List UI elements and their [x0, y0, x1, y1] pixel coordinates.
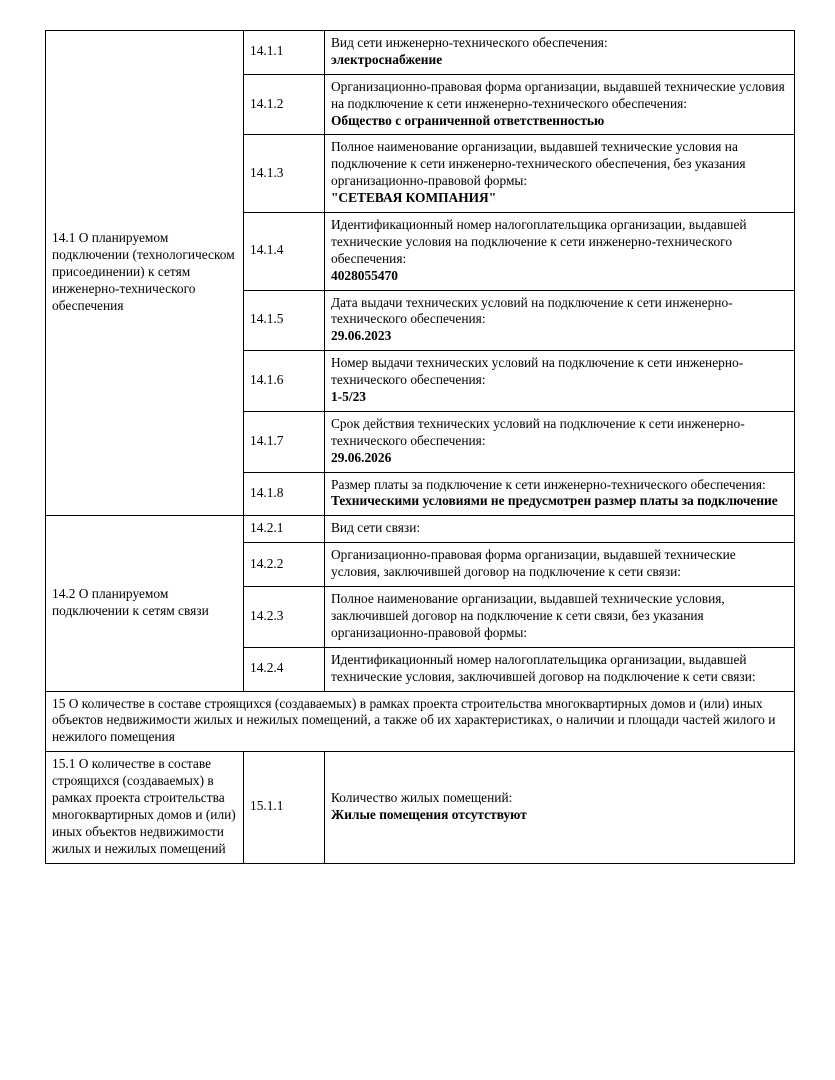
table-row-section-header — [46, 691, 795, 752]
row-code: 14.1.7 — [244, 411, 325, 472]
row-content — [325, 411, 795, 472]
content-value: Жилые помещения отсутствуют — [331, 806, 527, 822]
content-lead: Полное наименование организации, выдавшей технические условия, заключившей договор на подключение к сети связи, без указания организационно-правовой формы: — [331, 591, 725, 640]
content-lead: Организационно-правовая форма организации, выдавшей технические условия, заключившей договор на подключение к сети связи: — [331, 547, 736, 580]
row-content — [325, 516, 795, 543]
table-row — [46, 516, 795, 543]
row-code: 14.1.6 — [244, 351, 325, 412]
content-value: 29.06.2026 — [331, 449, 392, 465]
row-content — [325, 351, 795, 412]
content-value: 29.06.2023 — [331, 328, 392, 344]
content-value: электроснабжение — [331, 51, 443, 67]
content-lead: Идентификационный номер налогоплательщика организации, выдавшей технические условия на подключение к сети инженерно-технического обеспечения: — [331, 217, 747, 266]
row-content — [325, 290, 795, 351]
row-code: 14.1.5 — [244, 290, 325, 351]
row-code: 14.2.2 — [244, 543, 325, 587]
content-lead: Размер платы за подключение к сети инженерно-технического обеспечения: — [331, 476, 766, 492]
row-content — [325, 74, 795, 135]
section-header-15: 15 О количестве в составе строящихся (создаваемых) в рамках проекта строительства многоквартирных домов и (или) иных объектов недвижимости жилых и нежилых помещений, а также об их характеристиках, о наличии и площади частей жилого и нежилого помещения — [46, 691, 795, 752]
row-code: 15.1.1 — [244, 752, 325, 863]
content-value: 4028055470 — [331, 267, 398, 283]
row-code: 14.1.1 — [244, 31, 325, 75]
project-declaration-table — [45, 30, 795, 864]
row-content — [325, 587, 795, 648]
content-value: 1-5/23 — [331, 389, 366, 405]
row-content — [325, 543, 795, 587]
content-value: "СЕТЕВАЯ КОМПАНИЯ" — [331, 190, 497, 206]
row-content — [325, 752, 795, 863]
row-label-15-1: 15.1 О количестве в составе строящихся (создаваемых) в рамках проекта строительства многоквартирных домов и (или) иных объектов недвижимости жилых и нежилых помещений — [46, 752, 244, 863]
table-row — [46, 752, 795, 863]
row-content — [325, 213, 795, 291]
row-content — [325, 135, 795, 213]
content-lead: Полное наименование организации, выдавшей технические условия на подключение к сети инженерно-технического обеспечения, без указания организационно-правовой формы: — [331, 139, 746, 189]
row-code: 14.2.1 — [244, 516, 325, 543]
content-value: Техническими условиями не предусмотрен размер платы за подключение — [331, 493, 778, 509]
row-code: 14.1.2 — [244, 74, 325, 135]
row-code: 14.2.3 — [244, 587, 325, 648]
row-code: 14.2.4 — [244, 647, 325, 691]
row-code: 14.1.8 — [244, 472, 325, 516]
row-content — [325, 472, 795, 516]
content-lead: Срок действия технических условий на подключение к сети инженерно-технического обеспечения: — [331, 415, 745, 448]
content-lead: Вид сети связи: — [331, 520, 421, 536]
content-lead: Количество жилых помещений: — [331, 789, 513, 805]
row-label-14-2: 14.2 О планируемом подключении к сетям связи — [46, 516, 244, 691]
content-lead: Дата выдачи технических условий на подключение к сети инженерно-технического обеспечения: — [331, 294, 733, 327]
table-body — [46, 31, 795, 864]
table-row — [46, 31, 795, 75]
content-lead: Идентификационный номер налогоплательщика организации, выдавшей технические условия, заключившей договор на подключение к сети связи: — [331, 651, 756, 684]
row-label-14-1: 14.1 О планируемом подключении (технологическом присоединении) к сетям инженерно-технического обеспечения — [46, 31, 244, 516]
row-code: 14.1.3 — [244, 135, 325, 213]
content-lead: Вид сети инженерно-технического обеспечения: — [331, 35, 608, 50]
content-value: Общество с ограниченной ответственностью — [331, 112, 605, 128]
content-lead: Организационно-правовая форма организации, выдавшей технические условия на подключение к сети инженерно-технического обеспечения: — [331, 78, 785, 111]
row-content — [325, 31, 795, 75]
row-code: 14.1.4 — [244, 213, 325, 291]
content-lead: Номер выдачи технических условий на подключение к сети инженерно-технического обеспечения: — [331, 355, 744, 388]
row-content — [325, 647, 795, 691]
